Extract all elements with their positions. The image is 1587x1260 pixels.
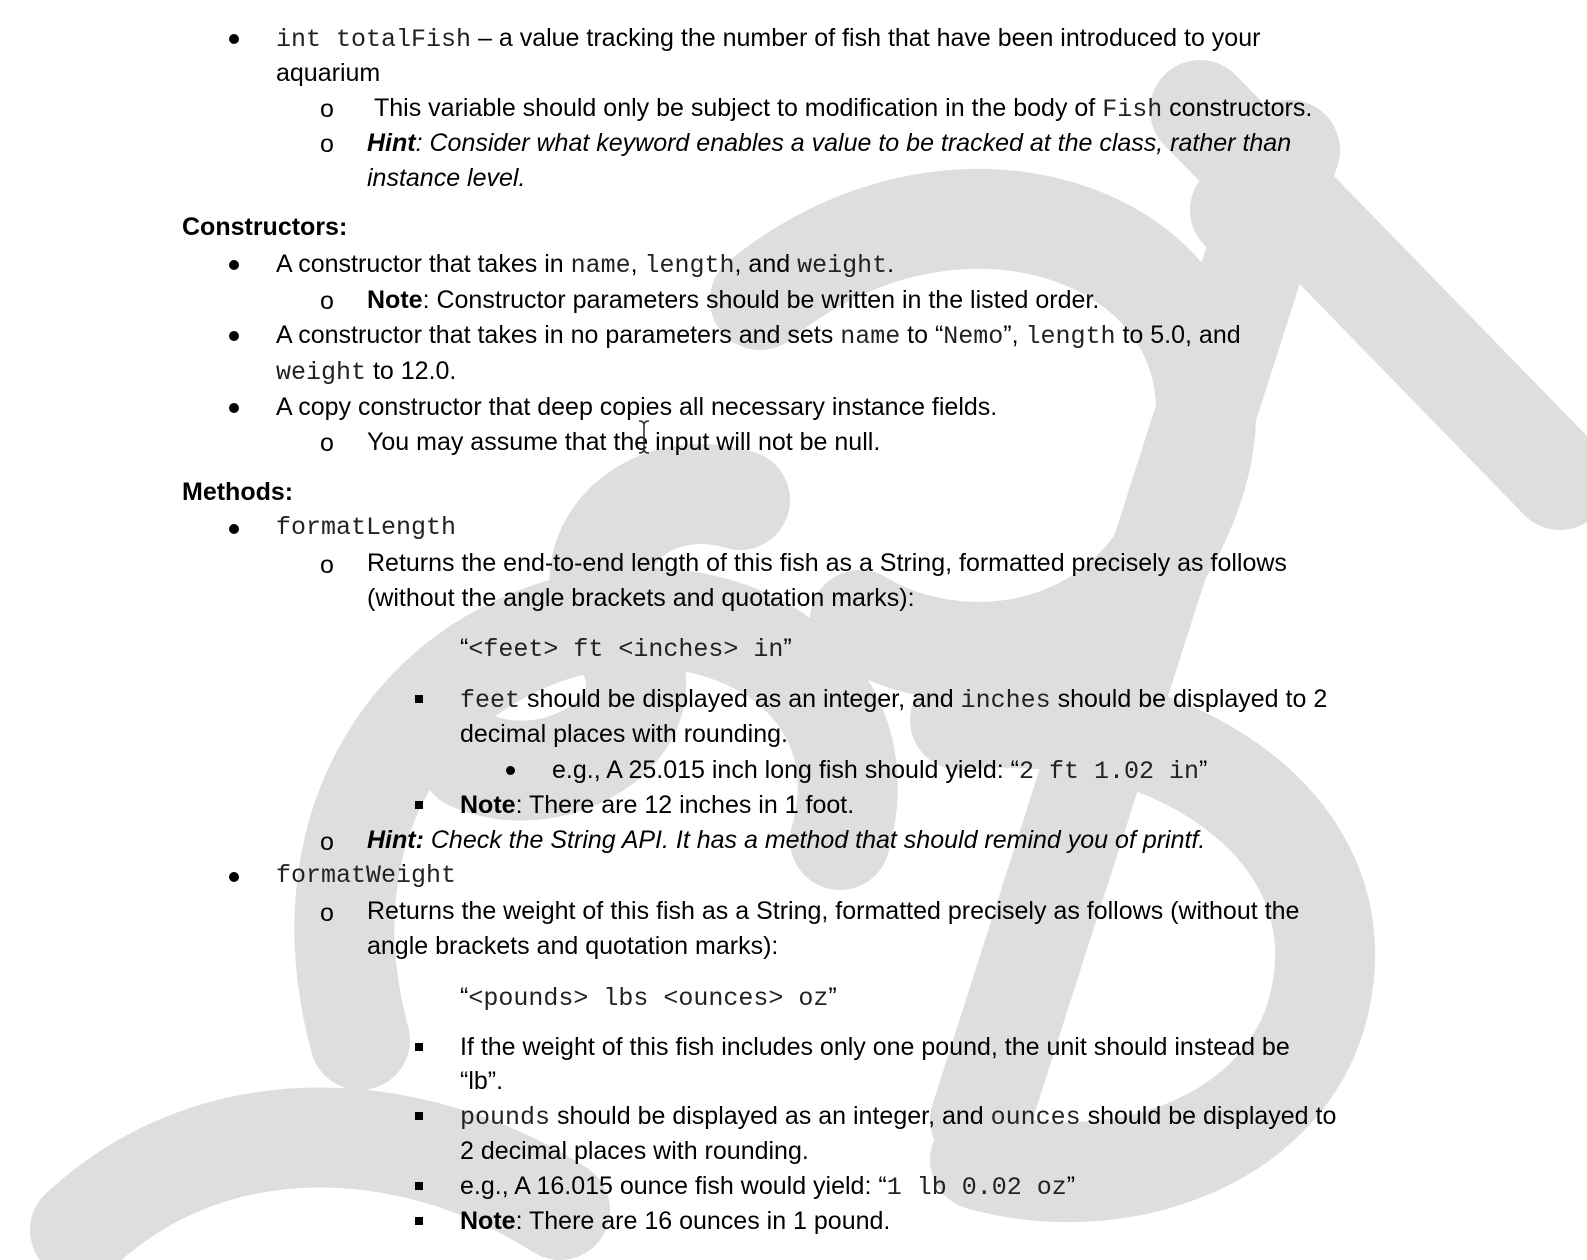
formatweight-desc-cont: angle brackets and quotation marks):: [367, 932, 779, 960]
constructor-2-cont: [276, 356, 456, 388]
sub-bullet: o: [320, 429, 334, 457]
formatweight-desc: Returns the weight of this fish as a String, formatted precisely as follows (without the: [367, 897, 1300, 925]
c2-code: name: [840, 322, 901, 351]
sub-bullet: o: [320, 287, 334, 315]
square-bullet: [415, 695, 423, 703]
bullet: [229, 403, 239, 413]
format-code: <pounds> lbs <ounces> oz: [468, 984, 829, 1013]
quote-open: “: [460, 983, 469, 1011]
field-totalfish: [276, 23, 1260, 55]
sub-bullet: o: [320, 551, 334, 579]
square-bullet: [415, 1043, 423, 1051]
c2-text: to 5.0, and: [1115, 321, 1241, 349]
field-hint: [367, 128, 1291, 158]
formatlength-example: [552, 755, 1207, 787]
rule-text: should be displayed to 2: [1050, 685, 1328, 713]
formatweight-rule-1: If the weight of this fish includes only one pound, the unit should instead be: [460, 1033, 1290, 1061]
format-code: <feet> ft <inches> in: [468, 635, 784, 664]
field-code: int totalFish: [276, 25, 472, 54]
note-label: Note: [367, 286, 423, 314]
c1-sep: ,: [630, 250, 645, 278]
sub-note-text-end: constructors.: [1162, 94, 1313, 122]
text-cursor-icon: [638, 420, 650, 454]
field-desc-cont: aquarium: [276, 59, 381, 87]
note-label: Note: [460, 1207, 516, 1235]
formatlength-format: [460, 633, 792, 665]
formatlength-desc-cont: (without the angle brackets and quotation marks):: [367, 584, 915, 612]
sub-note-code: Fish: [1102, 95, 1163, 124]
method-formatlength: formatLength: [276, 513, 457, 542]
formatlength-hint: [367, 825, 1205, 855]
sub-bullet: o: [320, 828, 334, 856]
bullet: [229, 872, 239, 882]
sub-bullet: o: [320, 130, 334, 158]
formatlength-note: [460, 790, 854, 820]
field-hint-cont: instance level.: [367, 164, 526, 192]
c1-sep: , and: [734, 250, 798, 278]
c2-text: ”,: [1003, 321, 1026, 349]
formatweight-rule-2: [460, 1101, 1336, 1133]
note-label: Note: [460, 791, 516, 819]
rule-code: ounces: [990, 1103, 1081, 1132]
field-desc: – a value tracking the number of fish that have been introduced to your: [471, 24, 1261, 52]
formatlength-desc: Returns the end-to-end length of this fish as a String, formatted precisely as follows: [367, 549, 1287, 577]
rule-text: should be displayed as an integer, and: [520, 685, 961, 713]
note-text: : There are 16 ounces in 1 pound.: [515, 1207, 891, 1235]
constructor-3: A copy constructor that deep copies all necessary instance fields.: [276, 393, 998, 421]
example-text: e.g., A 25.015 inch long fish should yield: “: [552, 756, 1019, 784]
formatweight-rule-1-cont: “lb”.: [460, 1067, 504, 1095]
square-bullet: [415, 1112, 423, 1120]
quote-close: ”: [828, 983, 837, 1011]
bullet: [229, 34, 239, 44]
hint-text: : Consider what keyword enables a value to be tracked at the class, rather than: [415, 129, 1292, 157]
rule-text: should be displayed to: [1080, 1102, 1337, 1130]
sub-bullet: o: [320, 95, 334, 123]
bullet: [229, 260, 239, 270]
formatlength-rule: [460, 684, 1327, 716]
bullet: [506, 766, 515, 775]
c2-code: Nemo: [943, 322, 1004, 351]
c1-code-name: name: [570, 251, 631, 280]
formatweight-note: [460, 1206, 890, 1236]
c1-code-weight: weight: [797, 251, 888, 280]
quote-open: “: [460, 634, 469, 662]
method-formatweight: formatWeight: [276, 861, 457, 890]
c2-code: length: [1025, 322, 1116, 351]
quote-close: ”: [783, 634, 792, 662]
constructor-2: [276, 320, 1241, 352]
note-text: : There are 12 inches in 1 foot.: [515, 791, 855, 819]
formatweight-example: [460, 1171, 1075, 1203]
bullet: [229, 524, 239, 534]
constructor-1: [276, 249, 894, 281]
constructors-heading: Constructors:: [182, 213, 348, 241]
c2-code: weight: [276, 358, 367, 387]
hint-label: Hint: [367, 129, 416, 157]
sub-bullet: o: [320, 899, 334, 927]
c1-text: A constructor that takes in: [276, 250, 571, 278]
quote-close: ”: [1199, 756, 1208, 784]
c2-text: A constructor that takes in no parameters and sets: [276, 321, 841, 349]
square-bullet: [415, 801, 423, 809]
formatlength-rule-cont: decimal places with rounding.: [460, 720, 788, 748]
rule-code: feet: [460, 686, 521, 715]
rule-code: pounds: [460, 1103, 551, 1132]
sub-note-text: This variable should only be subject to modification in the body of: [374, 94, 1103, 122]
square-bullet: [415, 1182, 423, 1190]
constructor-1-note: [367, 285, 1099, 315]
rule-code: inches: [960, 686, 1051, 715]
methods-heading: Methods:: [182, 478, 294, 506]
hint-text: Check the String API. It has a method that should remind you of printf.: [423, 826, 1206, 854]
quote-close: ”: [1066, 1172, 1076, 1200]
constructor-3-note: You may assume that the input will not be null.: [367, 428, 881, 456]
formatweight-rule-2-cont: 2 decimal places with rounding.: [460, 1137, 809, 1165]
field-sub-note: [374, 93, 1312, 125]
example-code: 2 ft 1.02 in: [1018, 757, 1200, 786]
formatweight-format: [460, 982, 837, 1014]
rule-text: should be displayed as an integer, and: [550, 1102, 991, 1130]
bullet: [229, 331, 239, 341]
c2-text: to 12.0.: [366, 357, 457, 385]
c1-end: .: [887, 250, 895, 278]
note-text: : Constructor parameters should be written in the listed order.: [422, 286, 1100, 314]
example-text: e.g., A 16.015 ounce fish would yield: “: [460, 1172, 887, 1200]
hint-label: Hint:: [367, 826, 424, 854]
square-bullet: [415, 1217, 423, 1225]
c2-text: to “: [900, 321, 944, 349]
example-code: 1 lb 0.02 oz: [886, 1173, 1067, 1202]
c1-code-length: length: [644, 251, 735, 280]
